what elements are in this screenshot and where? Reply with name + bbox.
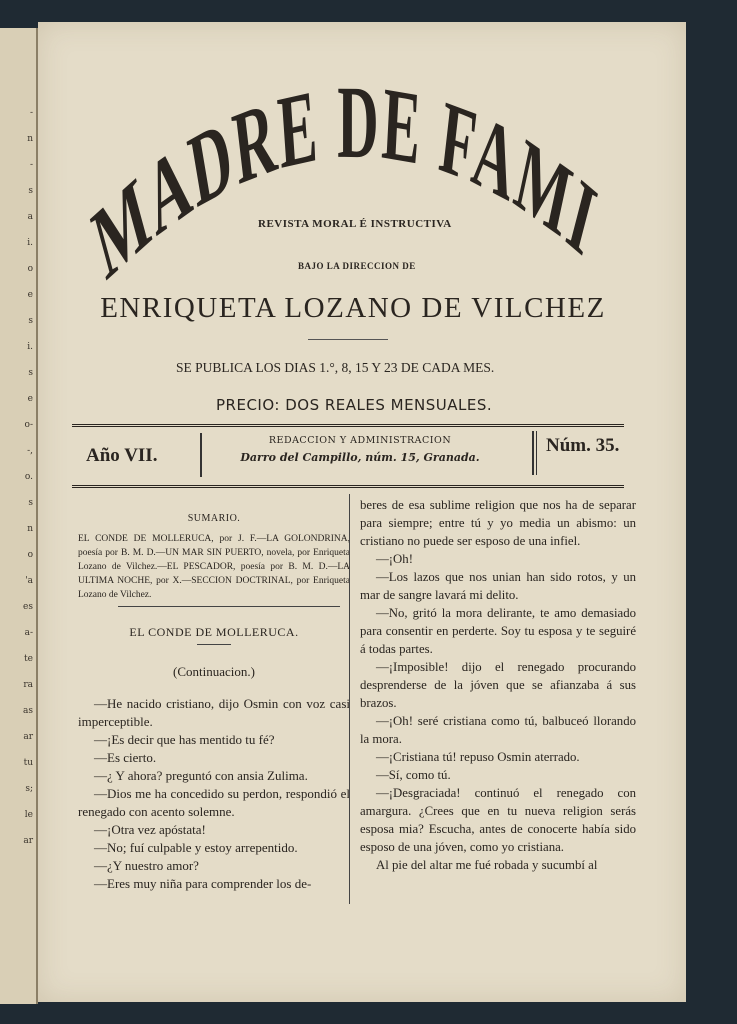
price-line: PRECIO: DOS REALES MENSUALES. [216, 396, 493, 414]
story-title: EL CONDE DE MOLLERUCA. [129, 625, 299, 639]
story-text-left [78, 695, 350, 893]
story-paragraph: —No, gritó la mora delirante, te amo demasiado para consentir en perderte. Soy tu esposa y te seguiré á todas partes. [360, 606, 636, 656]
story-paragraph: —¿ Y ahora? preguntó con ansia Zulima. [94, 768, 308, 783]
adjacent-page-text-fragment: es [23, 602, 33, 612]
editorial-office-address: Darro del Campillo, núm. 15, Granada. [240, 451, 480, 464]
adjacent-page-text-fragment: - [29, 160, 33, 170]
issue-number: Núm. 35. [546, 435, 620, 456]
svg-text:LA MADRE DE FAMILIA. [83, 0, 607, 302]
story-text-right [360, 496, 636, 874]
story-paragraph: —¡Cristiana tú! repuso Osmin aterrado. [376, 750, 580, 764]
summary-body: EL CONDE DE MOLLERUCA, por J. F.—LA GOLONDRINA, poesía por B. M. D.—UN MAR SIN PUERTO, novela, por Enriqueta Lozano de Vilchez.—EL PESCADOR, poesía por B. M. D.—LA ULTIMA NOCHE, por X.—SECCION DOCTRINAL, por Enriqueta Lozano de Vilchez. [78, 534, 350, 600]
story-paragraph: —¿Y nuestro amor? [94, 858, 199, 873]
adjacent-page-text-fragment: s [28, 316, 33, 326]
divider [308, 339, 388, 340]
adjacent-page-text-fragment: s [28, 368, 33, 378]
adjacent-page-text-fragment: s; [25, 784, 33, 794]
story-paragraph: —He nacido cristiano, dijo Osmin con voz casi imperceptible. [78, 696, 350, 729]
adjacent-page-text-fragment: n [27, 524, 33, 534]
year-label: Año VII. [86, 445, 158, 466]
divider [197, 644, 231, 645]
adjacent-page-text-fragment: o. [24, 472, 33, 482]
adjacent-page-text-fragment: as [23, 706, 33, 716]
divider [118, 606, 340, 607]
divider [532, 431, 534, 475]
newspaper-page [38, 0, 686, 1002]
left-column [78, 510, 350, 893]
divider [200, 433, 203, 477]
adjacent-page-text-fragment: te [24, 654, 33, 664]
story-paragraph: —Es cierto. [94, 750, 157, 765]
masthead-text: LA MADRE DE FAMILIA. [83, 0, 608, 303]
column-divider [349, 494, 350, 904]
issue-info-bar [72, 424, 624, 488]
story-paragraph: Al pie del altar me fué robada y sucumbí al [376, 858, 598, 872]
story-paragraph: —No; fuí culpable y estoy arrepentido. [94, 840, 298, 855]
adjacent-page-text-fragment: s [28, 498, 33, 508]
adjacent-page-text-fragment: o [27, 550, 33, 560]
director-name: ENRIQUETA LOZANO DE VILCHEZ [100, 292, 606, 324]
adjacent-page-text-fragment: le [24, 810, 33, 820]
story-paragraph: —Los lazos que nos unian han sido rotos, y un mar de sangre lavará mi delito. [360, 570, 636, 602]
divider [536, 431, 537, 475]
story-paragraph: —¡Otra vez apóstata! [94, 822, 206, 837]
adjacent-page-text-fragment: e [27, 290, 33, 300]
story-paragraph: —¡Oh! [376, 552, 413, 566]
adjacent-page-text-fragment: ra [23, 680, 33, 690]
story-paragraph: —¡Desgraciada! continuó el renegado con amargura. ¿Crees que en tu nueva religion serás esposa mia? Escucha, antes de conocerte había sido esposo de una jóven, como yo cristiana. [360, 786, 636, 854]
adjacent-page-text-fragment: tu [23, 758, 33, 768]
adjacent-page-text-fragment: i. [27, 238, 33, 248]
adjacent-page-text-fragment: a- [24, 628, 33, 638]
adjacent-page-text-fragment: i. [27, 342, 33, 352]
director-label: BAJO LA DIRECCION DE [298, 261, 416, 271]
continuation-label: (Continuacion.) [173, 664, 255, 679]
right-column [360, 496, 636, 874]
adjacent-page-text-fragment: n [27, 134, 33, 144]
editorial-office-title: REDACCION Y ADMINISTRACION [268, 435, 452, 446]
adjacent-page-text-fragment: ar [23, 836, 33, 846]
summary-title: SUMARIO. [187, 513, 241, 524]
story-paragraph: —¡Imposible! dijo el renegado procurando desprenderse de la jóven que se afianzaba á sus brazos. [360, 660, 636, 710]
adjacent-page-text-fragment: a [27, 212, 33, 222]
adjacent-page-text-fragment: s [28, 186, 33, 196]
adjacent-page-text-fragment: o- [24, 420, 33, 430]
adjacent-page-text-fragment: e [27, 394, 33, 404]
editorial-office [210, 427, 510, 485]
story-paragraph: —Dios me ha concedido su perdon, respondió el renegado con acento solemne. [78, 786, 350, 819]
story-paragraph: —Eres muy niña para comprender los de- [94, 876, 312, 891]
story-paragraph: —¡Es decir que has mentido tu fé? [94, 732, 275, 747]
adjacent-page-text-fragment: -, [27, 446, 33, 456]
subtitle: REVISTA MORAL É INSTRUCTIVA [258, 218, 452, 230]
adjacent-page-text-fragment: ar [23, 732, 33, 742]
adjacent-page-text-fragment: - [29, 108, 33, 118]
story-paragraph: —Sí, como tú. [376, 768, 451, 782]
adjacent-page-text-fragment: o [27, 264, 33, 274]
adjacent-page-edge [0, 28, 38, 1004]
story-paragraph: beres de esa sublime religion que nos ha de separar para siempre; entre tú y yo media un abismo: un cristiano no puede ser esposo de una infiel. [360, 498, 636, 548]
publication-days: SE PUBLICA LOS DIAS 1.°, 8, 15 Y 23 DE CADA MES. [176, 360, 495, 375]
adjacent-page-text-fragment: 'a [25, 576, 33, 586]
story-paragraph: —¡Oh! seré cristiana como tú, balbuceó llorando la mora. [360, 714, 636, 746]
